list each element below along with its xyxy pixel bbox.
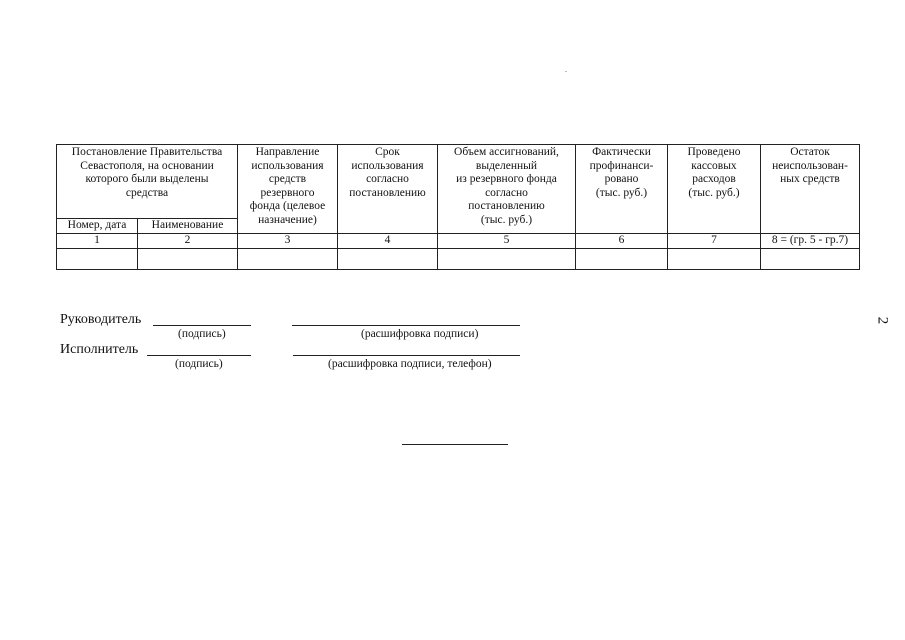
header-financed: Фактически профинанси- ровано (тыс. руб.)	[576, 145, 668, 234]
header-cash-expenses: Проведено кассовых расходов (тыс. руб.)	[668, 145, 761, 234]
executor-name-caption: (расшифровка подписи, телефон)	[328, 358, 492, 370]
column-numbers-row	[57, 233, 860, 248]
header-purpose: Направление использования средств резервного фонда (целевое назначение)	[238, 145, 338, 234]
scan-speck	[565, 71, 567, 72]
closing-divider	[402, 444, 508, 445]
col-number-cell: 6	[576, 233, 668, 248]
header-number-date: Номер, дата	[57, 219, 138, 234]
empty-cell	[761, 248, 860, 269]
empty-cell	[238, 248, 338, 269]
empty-cell	[338, 248, 438, 269]
header-name: Наименование	[138, 219, 238, 234]
executor-sign-caption: (подпись)	[175, 358, 223, 370]
header-resolution-group: Постановление Правительства Севастополя, на основании которого были выделены средства	[57, 145, 238, 219]
empty-cell	[57, 248, 138, 269]
col-number-cell: 4	[338, 233, 438, 248]
head-sign-caption: (подпись)	[178, 328, 226, 340]
table-row	[57, 248, 860, 269]
header-term: Срок использования согласно постановлению	[338, 145, 438, 234]
header-allocation: Объем ассигнований, выделенный из резервного фонда согласно постановлению (тыс. руб.)	[438, 145, 576, 234]
col-number-cell: 2	[138, 233, 238, 248]
col-number-cell: 3	[238, 233, 338, 248]
col-number-cell: 8 = (гр. 5 - гр.7)	[761, 233, 860, 248]
page-number: 2	[874, 316, 891, 325]
executor-label: Исполнитель	[60, 342, 139, 357]
head-label: Руководитель	[60, 312, 142, 327]
empty-cell	[438, 248, 576, 269]
col-number-cell: 1	[57, 233, 138, 248]
header-row-1	[57, 145, 860, 219]
empty-cell	[576, 248, 668, 269]
reserve-fund-table	[56, 144, 860, 270]
head-name-caption: (расшифровка подписи)	[361, 328, 479, 340]
head-name-line	[292, 325, 520, 326]
executor-sign-line	[147, 355, 251, 356]
col-number-cell: 7	[668, 233, 761, 248]
head-sign-line	[153, 325, 251, 326]
empty-cell	[138, 248, 238, 269]
header-remainder: Остаток неиспользован- ных средств	[761, 145, 860, 234]
empty-cell	[668, 248, 761, 269]
col-number-cell: 5	[438, 233, 576, 248]
executor-name-line	[293, 355, 520, 356]
